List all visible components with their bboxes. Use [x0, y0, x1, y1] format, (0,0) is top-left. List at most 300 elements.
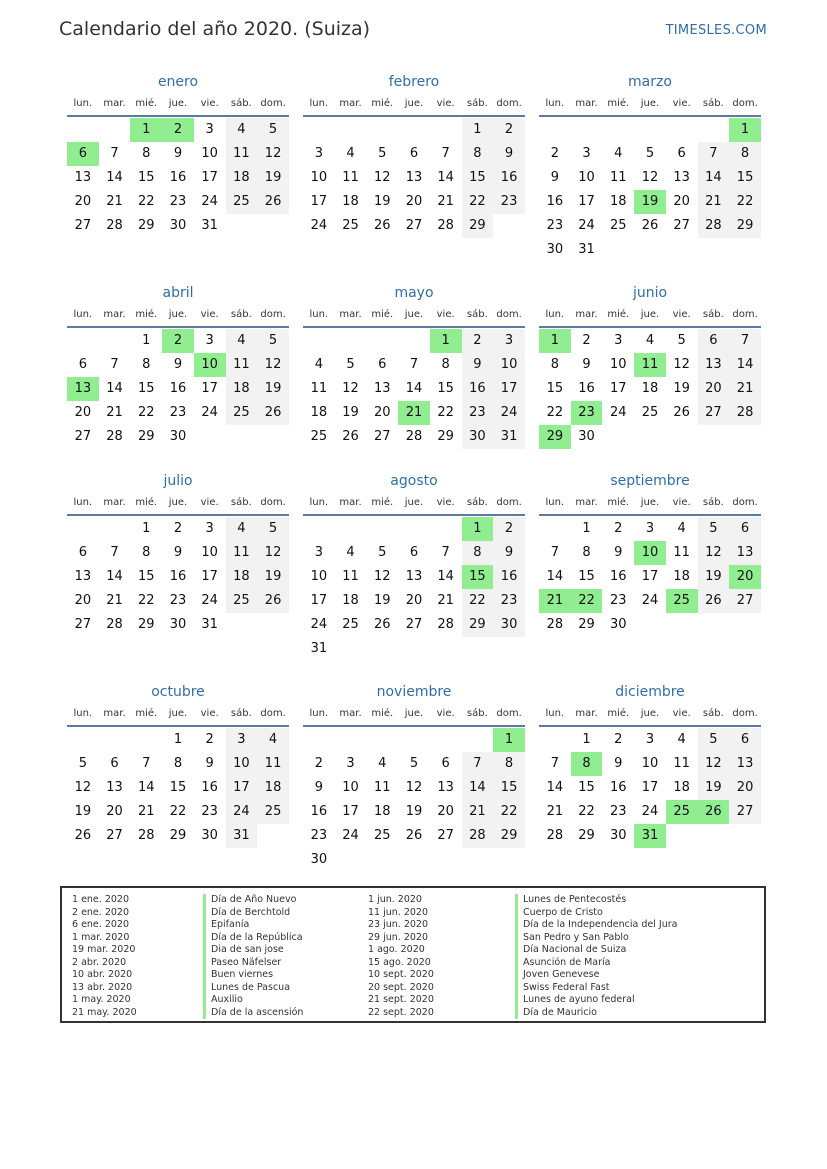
day-cell: 17 [641, 569, 659, 584]
day-cell: 12 [74, 780, 92, 795]
day-cell: 24 [201, 593, 218, 608]
weekday-label: jue. [404, 708, 424, 719]
weekday-label: sáb. [466, 309, 488, 320]
day-cell: 6 [378, 357, 387, 372]
empty-cell [303, 728, 335, 752]
day-cell: 8 [441, 357, 450, 372]
weekday-label: lun. [545, 309, 565, 320]
day-cell: 21 [462, 800, 494, 824]
day-cell: 2 [462, 329, 494, 353]
day-cell: 4 [645, 333, 655, 348]
holiday-day-cell: 21 [398, 401, 430, 425]
day-cell: 9 [205, 756, 214, 771]
weekday-label: mié. [371, 98, 394, 109]
holiday-day-cell: 1 [462, 517, 494, 541]
day-cell: 29 [729, 214, 761, 238]
day-cell: 3 [314, 146, 323, 161]
weekday-header [303, 304, 525, 328]
day-cell: 7 [441, 545, 450, 560]
day-cell: 2 [614, 521, 623, 536]
day-cell: 9 [493, 541, 525, 565]
weekday-label: sáb. [466, 708, 488, 719]
day-grid [303, 329, 525, 449]
month-enero [67, 71, 289, 238]
weekday-label: vie. [672, 708, 691, 719]
brand-link[interactable]: TIMESLES.COM [665, 23, 767, 38]
day-cell: 7 [110, 545, 119, 560]
month-abril [67, 282, 289, 449]
day-cell: 26 [342, 429, 359, 444]
day-cell: 9 [614, 756, 623, 771]
weekday-label: lun. [545, 98, 565, 109]
day-cell: 13 [698, 353, 730, 377]
legend-holiday-name: San Pedro y San Pablo [515, 932, 677, 945]
weekday-label: jue. [404, 98, 424, 109]
month-title: julio [163, 473, 193, 489]
weekday-header [67, 304, 289, 328]
legend-right-dates [368, 894, 434, 1019]
day-cell: 20 [405, 194, 423, 209]
weekday-label: vie. [672, 309, 691, 320]
empty-cell [130, 728, 162, 752]
day-cell: 7 [142, 756, 151, 771]
empty-cell [539, 728, 571, 752]
holiday-day-cell: 1 [493, 728, 525, 752]
day-grid [539, 728, 761, 848]
legend-holiday-name: Auxilio [203, 994, 303, 1007]
empty-cell [303, 329, 335, 353]
weekday-label: dom. [496, 497, 522, 508]
holiday-day-cell: 19 [634, 190, 666, 214]
day-cell: 10 [201, 146, 218, 161]
weekday-label: vie. [200, 309, 219, 320]
day-cell: 10 [578, 170, 595, 185]
day-cell: 7 [462, 752, 494, 776]
day-cell: 15 [437, 381, 454, 396]
day-cell: 23 [462, 401, 494, 425]
day-cell: 14 [462, 776, 494, 800]
holiday-day-cell: 15 [462, 565, 494, 589]
day-cell: 18 [226, 565, 258, 589]
weekday-label: mar. [103, 497, 126, 508]
weekday-label: mié. [371, 497, 394, 508]
day-grid [67, 517, 289, 637]
weekday-label: vie. [436, 497, 455, 508]
day-cell: 13 [373, 381, 391, 396]
day-grid [67, 728, 289, 848]
day-cell: 26 [698, 589, 730, 613]
day-cell: 13 [74, 569, 92, 584]
day-cell: 16 [310, 804, 328, 819]
weekday-label: mar. [103, 708, 126, 719]
day-cell: 27 [373, 429, 391, 444]
day-cell: 25 [373, 828, 391, 843]
day-cell: 4 [226, 118, 258, 142]
day-cell: 30 [609, 828, 627, 843]
day-cell: 4 [226, 329, 258, 353]
weekday-label: jue. [168, 98, 188, 109]
holiday-day-cell: 1 [430, 329, 462, 353]
day-cell: 16 [201, 780, 218, 795]
day-cell: 27 [106, 828, 123, 843]
day-cell: 25 [641, 405, 659, 420]
day-cell: 13 [437, 780, 454, 795]
holiday-day-cell: 11 [634, 353, 666, 377]
page-title: Calendario del año 2020. (Suiza) [59, 18, 371, 40]
day-cell: 25 [342, 218, 359, 233]
day-cell: 30 [493, 613, 525, 637]
day-cell: 3 [645, 521, 655, 536]
weekday-label: dom. [732, 497, 758, 508]
weekday-header [539, 492, 761, 516]
holiday-day-cell: 21 [539, 589, 571, 613]
weekday-header [303, 93, 525, 117]
day-cell: 7 [441, 146, 450, 161]
day-cell: 18 [673, 569, 690, 584]
day-cell: 11 [373, 780, 391, 795]
day-cell: 29 [462, 613, 494, 637]
weekday-label: mié. [607, 98, 630, 109]
month-noviembre [303, 681, 525, 872]
day-cell: 7 [409, 357, 419, 372]
day-cell: 23 [169, 405, 187, 420]
day-cell: 12 [342, 381, 359, 396]
weekday-header [67, 93, 289, 117]
day-cell: 27 [405, 218, 423, 233]
weekday-label: vie. [200, 497, 219, 508]
weekday-label: sáb. [230, 708, 252, 719]
day-cell: 8 [729, 142, 761, 166]
day-cell: 14 [698, 166, 730, 190]
day-cell: 8 [173, 756, 183, 771]
holiday-day-cell: 25 [666, 589, 698, 613]
day-cell: 23 [546, 218, 564, 233]
day-cell: 28 [698, 214, 730, 238]
day-cell: 18 [609, 194, 627, 209]
day-cell: 5 [677, 333, 686, 348]
day-grid [67, 118, 289, 238]
empty-cell [67, 517, 99, 541]
empty-cell [335, 118, 367, 142]
day-cell: 7 [110, 146, 119, 161]
day-cell: 4 [677, 521, 686, 536]
month-septiembre [539, 470, 761, 637]
day-grid [303, 118, 525, 238]
day-cell: 4 [614, 146, 623, 161]
day-cell: 28 [437, 617, 454, 632]
empty-cell [366, 517, 398, 541]
day-cell: 17 [342, 804, 359, 819]
day-grid [67, 329, 289, 449]
weekday-label: sáb. [702, 497, 724, 508]
day-cell: 2 [314, 756, 323, 771]
holiday-day-cell: 13 [67, 377, 99, 401]
empty-cell [303, 517, 335, 541]
day-cell: 15 [578, 569, 595, 584]
holiday-day-cell: 8 [571, 752, 603, 776]
day-cell: 28 [106, 617, 123, 632]
month-junio [539, 282, 761, 449]
day-cell: 7 [550, 756, 559, 771]
legend-date: 1 ene. 2020 [72, 894, 129, 905]
day-cell: 28 [546, 617, 564, 632]
day-cell: 4 [378, 756, 387, 771]
weekday-label: vie. [672, 497, 691, 508]
empty-cell [398, 728, 430, 752]
day-cell: 3 [314, 545, 323, 560]
day-cell: 22 [578, 804, 595, 819]
legend-date: 21 sept. 2020 [368, 994, 434, 1005]
day-cell: 19 [698, 776, 730, 800]
day-cell: 18 [673, 780, 690, 795]
weekday-label: jue. [168, 497, 188, 508]
day-cell: 29 [578, 828, 595, 843]
day-cell: 24 [578, 218, 595, 233]
day-cell: 10 [201, 545, 218, 560]
day-cell: 6 [409, 146, 419, 161]
legend-right-names [515, 894, 677, 1019]
day-cell: 3 [614, 333, 623, 348]
day-cell: 23 [609, 804, 627, 819]
day-cell: 12 [373, 170, 391, 185]
day-cell: 31 [226, 824, 258, 848]
weekday-label: sáb. [230, 309, 252, 320]
day-cell: 11 [609, 170, 627, 185]
day-cell: 16 [493, 166, 525, 190]
weekday-label: mar. [103, 309, 126, 320]
day-cell: 2 [173, 521, 183, 536]
day-cell: 29 [137, 218, 155, 233]
day-cell: 14 [106, 569, 123, 584]
day-cell: 13 [673, 170, 690, 185]
day-cell: 28 [405, 429, 423, 444]
weekday-label: lun. [309, 98, 329, 109]
month-agosto [303, 470, 525, 661]
day-cell: 11 [310, 381, 328, 396]
empty-cell [67, 728, 99, 752]
day-cell: 13 [106, 780, 123, 795]
legend-date: 15 ago. 2020 [368, 956, 431, 968]
day-cell: 27 [673, 218, 690, 233]
weekday-label: vie. [200, 708, 219, 719]
legend-date: 29 jun. 2020 [368, 931, 429, 943]
day-cell: 16 [546, 194, 564, 209]
day-cell: 6 [110, 756, 119, 771]
empty-cell [366, 728, 398, 752]
month-title: octubre [151, 684, 205, 700]
day-cell: 5 [698, 728, 730, 752]
month-octubre [67, 681, 289, 848]
empty-cell [99, 118, 131, 142]
holiday-day-cell: 26 [698, 800, 730, 824]
weekday-label: mié. [135, 497, 158, 508]
day-cell: 12 [257, 142, 289, 166]
day-cell: 2 [205, 732, 214, 747]
day-cell: 16 [578, 381, 595, 396]
day-cell: 15 [169, 780, 187, 795]
weekday-label: sáb. [230, 98, 252, 109]
legend-holiday-name: Paseo Näfelser [203, 957, 303, 970]
day-cell: 28 [106, 218, 123, 233]
month-title: junio [632, 285, 668, 301]
day-cell: 16 [169, 569, 187, 584]
legend-holiday-name: Buen viernes [203, 969, 303, 982]
day-cell: 12 [257, 541, 289, 565]
day-cell: 6 [677, 146, 686, 161]
month-title: febrero [388, 74, 440, 90]
day-cell: 23 [609, 593, 627, 608]
month-title: abril [162, 285, 194, 301]
day-cell: 11 [226, 142, 258, 166]
holiday-day-cell: 31 [634, 824, 666, 848]
weekday-label: mar. [339, 98, 362, 109]
day-cell: 3 [346, 756, 355, 771]
day-cell: 17 [226, 776, 258, 800]
day-cell: 3 [493, 329, 525, 353]
day-cell: 5 [346, 357, 355, 372]
day-cell: 30 [462, 425, 494, 449]
month-title: mayo [394, 285, 434, 301]
weekday-label: lun. [309, 497, 329, 508]
holiday-day-cell: 29 [539, 425, 571, 449]
weekday-label: lun. [73, 497, 93, 508]
day-cell: 31 [310, 641, 328, 656]
legend-holiday-name: Lunes de ayuno federal [515, 994, 677, 1007]
weekday-label: dom. [496, 98, 522, 109]
day-cell: 19 [373, 194, 391, 209]
day-cell: 18 [641, 381, 659, 396]
day-cell: 5 [78, 756, 87, 771]
weekday-header [303, 492, 525, 516]
day-cell: 23 [169, 593, 187, 608]
weekday-label: jue. [168, 708, 188, 719]
weekday-label: lun. [545, 708, 565, 719]
legend-date: 23 jun. 2020 [368, 919, 429, 930]
day-cell: 22 [137, 593, 155, 608]
day-cell: 29 [462, 214, 494, 238]
day-cell: 15 [729, 166, 761, 190]
empty-cell [430, 517, 462, 541]
weekday-label: lun. [73, 309, 93, 320]
day-grid [303, 728, 525, 872]
month-title: septiembre [610, 473, 690, 489]
day-cell: 9 [550, 170, 559, 185]
day-cell: 18 [257, 776, 289, 800]
day-cell: 10 [226, 752, 258, 776]
day-cell: 22 [137, 194, 155, 209]
day-cell: 31 [493, 425, 525, 449]
day-cell: 25 [226, 190, 258, 214]
legend-date: 20 sept. 2020 [368, 981, 434, 993]
empty-cell [398, 517, 430, 541]
day-cell: 1 [173, 732, 183, 747]
day-cell: 25 [226, 401, 258, 425]
day-grid [539, 118, 761, 262]
legend-holiday-name: Lunes de Pentecostés [515, 894, 677, 907]
day-cell: 19 [405, 804, 423, 819]
day-cell: 28 [546, 828, 564, 843]
empty-cell [335, 329, 367, 353]
legend-date: 13 abr. 2020 [72, 981, 133, 993]
legend-holiday-name: Epifanía [203, 919, 303, 932]
empty-cell [698, 118, 730, 142]
legend-holiday-name: Asunción de María [515, 957, 677, 970]
legend-date: 2 ene. 2020 [72, 906, 129, 918]
day-cell: 7 [110, 357, 119, 372]
day-cell: 8 [462, 541, 494, 565]
weekday-label: sáb. [702, 309, 724, 320]
weekday-label: mar. [103, 98, 126, 109]
day-cell: 27 [698, 401, 730, 425]
day-cell: 24 [201, 194, 218, 209]
day-cell: 3 [582, 146, 591, 161]
day-cell: 8 [462, 142, 494, 166]
day-cell: 17 [310, 194, 328, 209]
day-cell: 9 [462, 353, 494, 377]
weekday-header [539, 304, 761, 328]
day-cell: 10 [493, 353, 525, 377]
day-cell: 12 [373, 569, 391, 584]
weekday-label: jue. [640, 98, 660, 109]
weekday-label: mié. [135, 708, 158, 719]
weekday-label: mar. [339, 309, 362, 320]
weekday-label: jue. [404, 497, 424, 508]
day-cell: 29 [169, 828, 187, 843]
weekday-label: mié. [135, 309, 158, 320]
weekday-label: lun. [545, 497, 565, 508]
month-title: diciembre [615, 684, 685, 700]
weekday-label: dom. [732, 98, 758, 109]
weekday-label: dom. [496, 309, 522, 320]
legend-date: 10 abr. 2020 [72, 969, 133, 980]
day-cell: 27 [405, 617, 423, 632]
day-cell: 16 [169, 170, 187, 185]
day-cell: 13 [729, 541, 761, 565]
weekday-label: mar. [575, 309, 598, 320]
holiday-day-cell: 1 [729, 118, 761, 142]
weekday-label: mié. [607, 708, 630, 719]
day-cell: 29 [137, 617, 155, 632]
day-cell: 24 [493, 401, 525, 425]
day-cell: 22 [137, 405, 155, 420]
day-cell: 15 [462, 166, 494, 190]
holiday-day-cell: 1 [539, 329, 571, 353]
day-cell: 7 [550, 545, 559, 560]
empty-cell [335, 728, 367, 752]
day-cell: 3 [205, 521, 214, 536]
weekday-label: sáb. [702, 98, 724, 109]
day-cell: 25 [257, 800, 289, 824]
day-cell: 16 [609, 780, 627, 795]
weekday-label: mié. [135, 98, 158, 109]
day-cell: 20 [74, 593, 92, 608]
day-cell: 14 [437, 569, 454, 584]
month-mayo [303, 282, 525, 449]
day-cell: 19 [373, 593, 391, 608]
weekday-label: mié. [371, 708, 394, 719]
day-cell: 14 [405, 381, 423, 396]
day-cell: 1 [582, 521, 591, 536]
day-cell: 22 [437, 405, 454, 420]
day-cell: 22 [462, 190, 494, 214]
weekday-label: vie. [200, 98, 219, 109]
holiday-day-cell: 22 [571, 589, 603, 613]
legend-holiday-name: Día de Mauricio [515, 1007, 677, 1020]
legend-left-dates [72, 894, 137, 1019]
day-cell: 9 [614, 545, 623, 560]
day-cell: 12 [698, 752, 730, 776]
empty-cell [335, 517, 367, 541]
